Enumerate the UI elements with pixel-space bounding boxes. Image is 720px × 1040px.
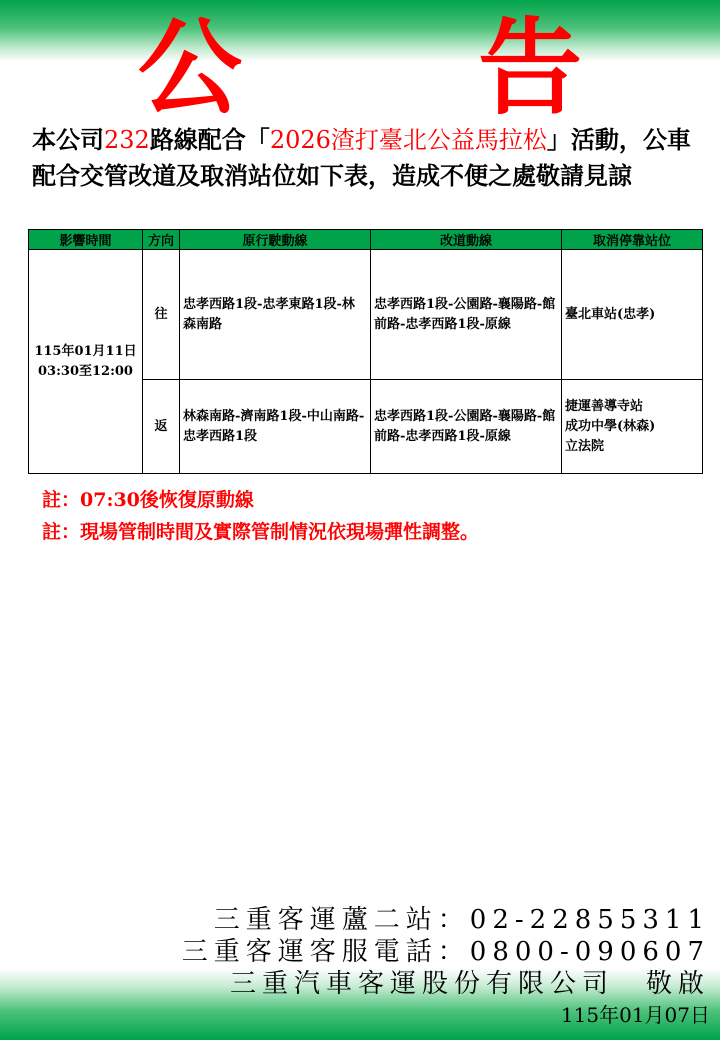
route-number: 232 (104, 126, 150, 154)
event-name: 2026渣打臺北公益馬拉松 (269, 126, 547, 154)
intro-paragraph (32, 122, 702, 193)
service-phone: 三重客運客服電話：0800-090607 (181, 937, 710, 967)
footer-signature (182, 904, 710, 1030)
station-phone: 三重客運蘆二站：02-22855311 (213, 905, 710, 935)
header-detour-route: 改道動線 (371, 230, 562, 250)
cancelled-stop: 立法院 (565, 438, 605, 454)
affected-date: 115年01月11日 (34, 343, 137, 359)
note-item: 註：07:30後恢復原動線 (42, 489, 254, 511)
detour-route-cell: 忠孝西路1段-公園路-襄陽路-館前路-忠孝西路1段-原線 (371, 380, 562, 474)
notes-section (42, 484, 479, 548)
table-header-row (29, 230, 703, 250)
company-signoff: 三重汽車客運股份有限公司 敬啟 (229, 969, 710, 999)
affected-hours: 03:30至12:00 (38, 363, 133, 379)
notice-date: 115年01月07日 (560, 1003, 710, 1027)
intro-text-3: 」活動，公車配合交管改道及取消站位如下表，造成不便之處敬請見諒 (32, 125, 691, 190)
page-title: 公 告 (137, 7, 683, 129)
original-route-cell: 忠孝西路1段-忠孝東路1段-林森南路 (180, 250, 371, 380)
affected-time-cell (29, 250, 143, 474)
header-time: 影響時間 (29, 230, 143, 250)
table-row (29, 250, 703, 380)
header-original-route: 原行駛動線 (180, 230, 371, 250)
cancelled-stop: 捷運善導寺站 (565, 398, 644, 414)
detour-table (28, 229, 703, 474)
intro-text-2: 路線配合「 (149, 125, 270, 154)
note-item: 註：現場管制時間及實際管制情況依現場彈性調整。 (42, 521, 480, 543)
direction-cell: 返 (143, 380, 180, 474)
detour-route-cell: 忠孝西路1段-公園路-襄陽路-館前路-忠孝西路1段-原線 (371, 250, 562, 380)
cancelled-stops-cell (562, 250, 703, 380)
header-cancelled-stops: 取消停靠站位 (562, 230, 703, 250)
direction-cell: 往 (143, 250, 180, 380)
header-direction: 方向 (143, 230, 180, 250)
cancelled-stop: 成功中學(林森) (565, 418, 656, 434)
cancelled-stop: 臺北車站(忠孝) (565, 306, 656, 322)
intro-text-1: 本公司 (32, 125, 104, 154)
original-route-cell: 林森南路-濟南路1段-中山南路-忠孝西路1段 (180, 380, 371, 474)
cancelled-stops-cell (562, 380, 703, 474)
